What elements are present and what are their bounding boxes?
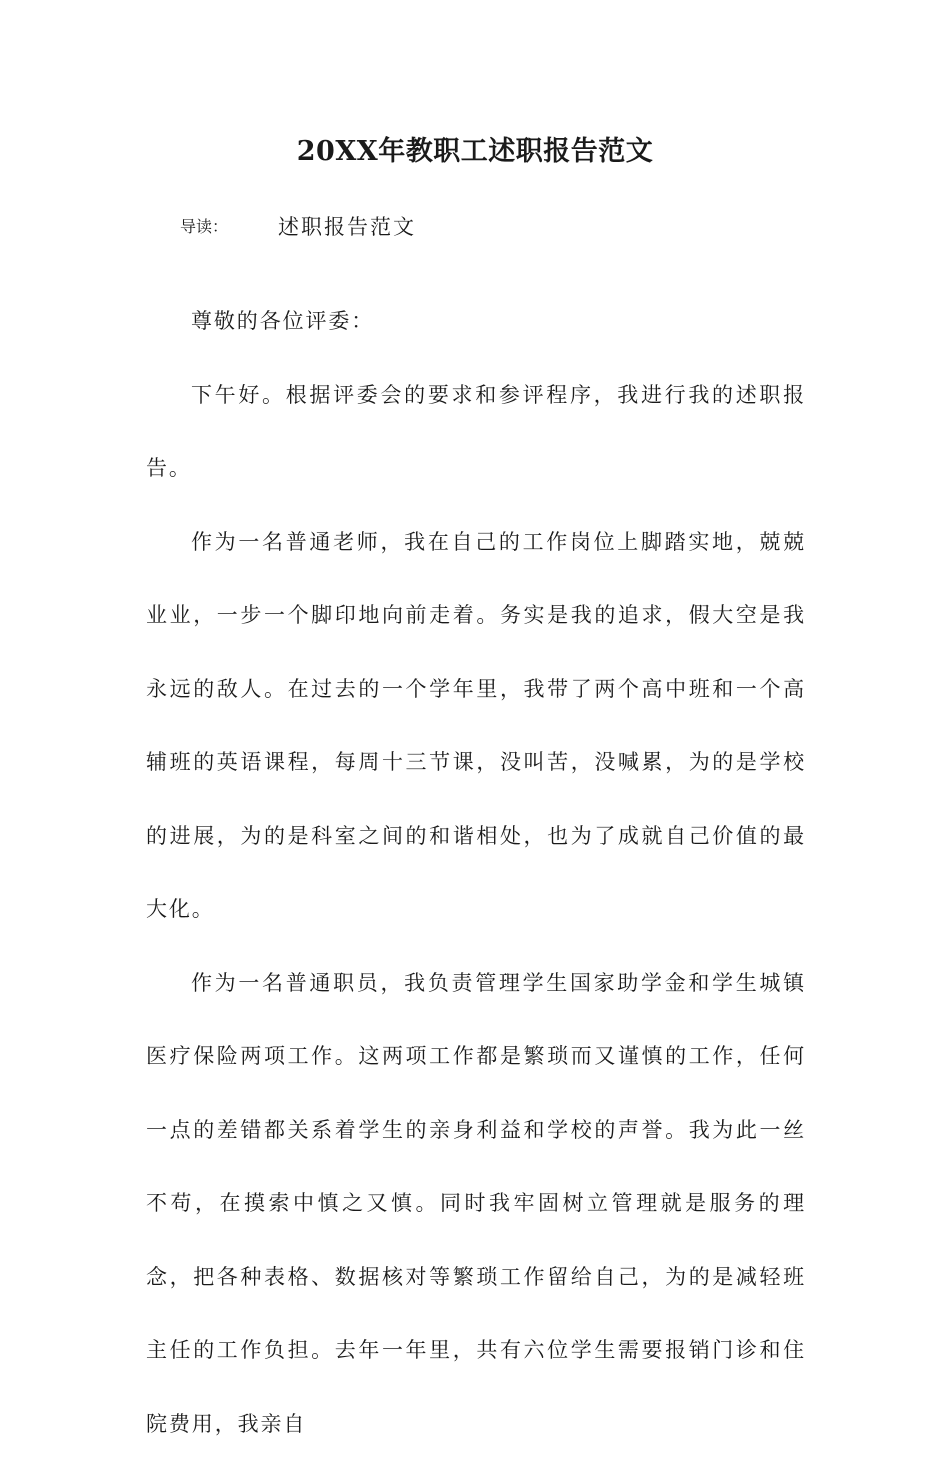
document-body [146,285,806,1461]
lead-text: 述职报告范文 [278,210,416,244]
lead-label: 导读： [180,210,278,244]
paragraph-teacher: 作为一名普通老师，我在自己的工作岗位上脚踏实地，兢兢业业，一步一个脚印地向前走着。务实是我的追求，假大空是我永远的敌人。在过去的一个学年里，我带了两个高中班和一个高辅班的英语课程，每周十三节课，没叫苦，没喊累，为的是学校的进展，为的是科室之间的和谐相处，也为了成就自己价值的最大化。 [146,506,806,947]
lead-line [180,210,416,244]
document-title: 20XX年教职工述职报告范文 [0,132,950,172]
paragraph-staff: 作为一名普通职员，我负责管理学生国家助学金和学生城镇医疗保险两项工作。这两项工作都是繁琐而又谨慎的工作，任何一点的差错都关系着学生的亲身利益和学校的声誉。我为此一丝不苟，在摸索中慎之又慎。同时我牢固树立管理就是服务的理念，把各种表格、数据核对等繁琐工作留给自己，为的是减轻班主任的工作负担。去年一年里，共有六位学生需要报销门诊和住院费用，我亲自 [146,947,806,1461]
paragraph-salutation: 尊敬的各位评委： [146,285,806,359]
paragraph-greeting: 下午好。根据评委会的要求和参评程序，我进行我的述职报告。 [146,359,806,506]
